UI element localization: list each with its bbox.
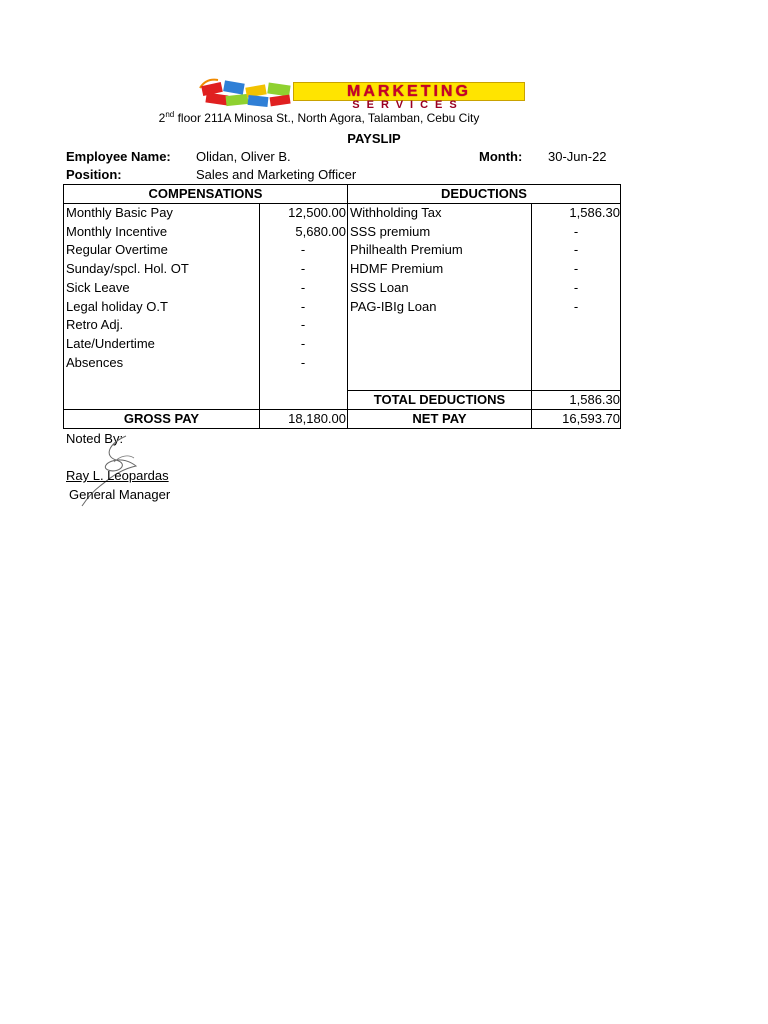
noted-by-label: Noted By: <box>66 431 124 446</box>
total-deductions-label: TOTAL DEDUCTIONS <box>373 392 506 407</box>
comp-label: Regular Overtime <box>66 242 168 257</box>
comp-value: - <box>300 261 306 276</box>
logo-blocks-icon <box>196 70 296 112</box>
month-label: Month: <box>479 149 523 164</box>
comp-label: Late/Undertime <box>66 336 155 351</box>
ded-value: - <box>573 299 579 314</box>
ded-label: SSS Loan <box>350 280 409 295</box>
company-logo <box>196 70 526 112</box>
gross-pay-value: 18,180.00 <box>288 411 346 426</box>
ded-value: - <box>573 280 579 295</box>
ded-label: SSS premium <box>350 224 431 239</box>
comp-label: Monthly Basic Pay <box>66 205 173 220</box>
ded-label: HDMF Premium <box>350 261 444 276</box>
comp-value: - <box>300 317 306 332</box>
ded-label: Philhealth Premium <box>350 242 463 257</box>
logo-wordmark: MARKETING <box>293 82 525 101</box>
comp-label: Sunday/spcl. Hol. OT <box>66 261 189 276</box>
comp-value: - <box>300 355 306 370</box>
comp-value: 12,500.00 <box>288 205 346 220</box>
ded-value: - <box>573 261 579 276</box>
comp-label: Monthly Incentive <box>66 224 168 239</box>
position-value: Sales and Marketing Officer <box>196 167 357 182</box>
position-label: Position: <box>66 167 122 182</box>
comp-value: - <box>300 242 306 257</box>
compensations-header: COMPENSATIONS <box>148 186 263 201</box>
logo-subtext: SERVICES <box>352 99 464 111</box>
gross-pay-label: GROSS PAY <box>123 411 200 426</box>
comp-value: - <box>300 280 306 295</box>
month-value: 30-Jun-22 <box>548 149 607 164</box>
ded-value: - <box>573 242 579 257</box>
comp-label: Absences <box>66 355 124 370</box>
payslip-table <box>63 184 621 429</box>
signatory-name: Ray L. Leopardas <box>66 468 169 483</box>
comp-label: Legal holiday O.T <box>66 299 168 314</box>
comp-value: 5,680.00 <box>295 224 346 239</box>
ded-label: PAG-IBIg Loan <box>350 299 437 314</box>
comp-value: - <box>300 299 306 314</box>
employee-name-label: Employee Name: <box>66 149 171 164</box>
net-pay-label: NET PAY <box>412 411 467 426</box>
comp-label: Retro Adj. <box>66 317 124 332</box>
ded-value: 1,586.30 <box>569 205 620 220</box>
signatory-title: General Manager <box>69 487 171 502</box>
employee-name: Olidan, Oliver B. <box>196 149 291 164</box>
company-address: 2nd floor 211A Minosa St., North Agora, Talamban, Cebu City <box>158 110 480 125</box>
comp-value: - <box>300 336 306 351</box>
total-deductions-value: 1,586.30 <box>569 392 620 407</box>
ded-label: Withholding Tax <box>350 205 442 220</box>
net-pay-value: 16,593.70 <box>562 411 620 426</box>
deductions-header: DEDUCTIONS <box>441 186 527 201</box>
page-title: PAYSLIP <box>347 131 401 146</box>
comp-label: Sick Leave <box>66 280 130 295</box>
ded-value: - <box>573 224 579 239</box>
